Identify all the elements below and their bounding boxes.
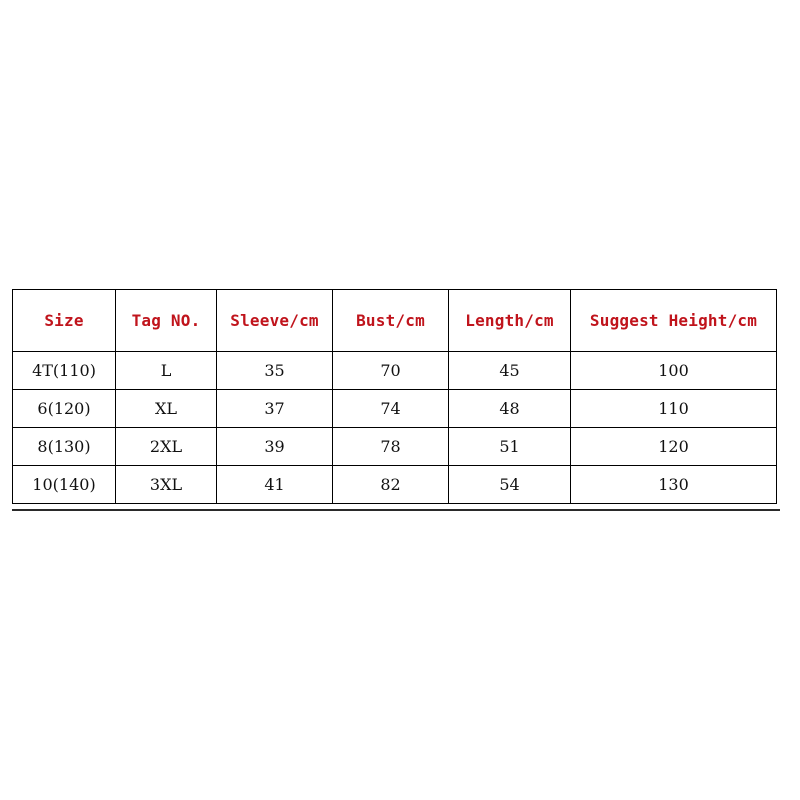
cell-suggest-height: 130	[571, 466, 777, 504]
cell-sleeve: 39	[217, 428, 333, 466]
table-row	[13, 428, 777, 466]
cell-bust: 82	[333, 466, 449, 504]
cell-sleeve: 35	[217, 352, 333, 390]
cell-length: 48	[449, 390, 571, 428]
cell-sleeve: 41	[217, 466, 333, 504]
header-row	[13, 290, 777, 352]
table-bottom-rule	[12, 509, 780, 511]
size-chart-table	[12, 289, 777, 504]
header-size: Size	[13, 290, 116, 352]
cell-bust: 74	[333, 390, 449, 428]
cell-tag-no: 3XL	[116, 466, 217, 504]
cell-suggest-height: 100	[571, 352, 777, 390]
cell-length: 54	[449, 466, 571, 504]
header-bust: Bust/cm	[333, 290, 449, 352]
table-row	[13, 466, 777, 504]
cell-tag-no: L	[116, 352, 217, 390]
cell-tag-no: 2XL	[116, 428, 217, 466]
cell-size: 10(140)	[13, 466, 116, 504]
header-tag-no: Tag NO.	[116, 290, 217, 352]
cell-tag-no: XL	[116, 390, 217, 428]
cell-sleeve: 37	[217, 390, 333, 428]
cell-size: 4T(110)	[13, 352, 116, 390]
cell-length: 51	[449, 428, 571, 466]
header-suggest-height: Suggest Height/cm	[571, 290, 777, 352]
header-length: Length/cm	[449, 290, 571, 352]
cell-length: 45	[449, 352, 571, 390]
cell-bust: 70	[333, 352, 449, 390]
header-sleeve: Sleeve/cm	[217, 290, 333, 352]
table-row	[13, 352, 777, 390]
cell-suggest-height: 120	[571, 428, 777, 466]
table-row	[13, 390, 777, 428]
cell-bust: 78	[333, 428, 449, 466]
cell-suggest-height: 110	[571, 390, 777, 428]
cell-size: 8(130)	[13, 428, 116, 466]
cell-size: 6(120)	[13, 390, 116, 428]
